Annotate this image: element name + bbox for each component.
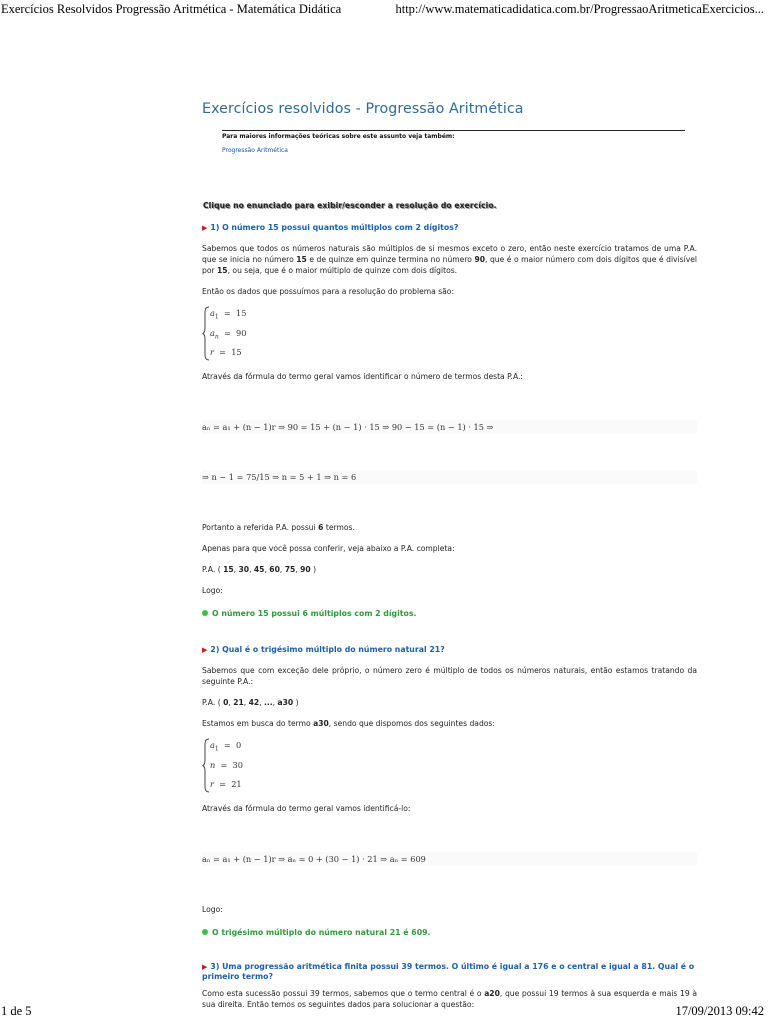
expand-arrow-icon: ▶	[202, 224, 208, 232]
page-counter: 1 de 5	[1, 1004, 32, 1018]
ex1-data-system	[202, 306, 282, 361]
ex1-paragraph-3: Através da fórmula do termo geral vamos identificar o número de termos desta P.A.:	[202, 372, 523, 381]
page-title: Exercícios resolvidos - Progressão Aritmética	[202, 101, 524, 117]
ex3-paragraph-1: Como esta sucessão possui 39 termos, sabemos que o termo central é o a20, que possui 19 termos à sua esquerda e mais 19 à sua direita. Então temos os seguintes dados para solucionar a questão:	[202, 989, 697, 1009]
answer-1: O número 15 possui 6 múltiplos com 2 dígitos.	[202, 608, 697, 619]
article	[200, 101, 697, 1010]
exercise-1	[202, 223, 697, 619]
green-bullet-icon	[202, 610, 208, 616]
ex2-paragraph-2: Estamos em busca do termo a30, sendo que dispomos dos seguintes dados:	[202, 719, 495, 728]
print-timestamp: 17/09/2013 09:42	[675, 1004, 764, 1018]
info-link[interactable]: Progressão Aritmética	[222, 147, 288, 154]
question-1-text: 1) O número 15 possui quantos múltiplos com 2 dígitos?	[210, 223, 459, 232]
ex2-sys-r: r = 21	[210, 779, 242, 789]
ex1-paragraph-5: Apenas para que você possa conferir, veja abaixo a P.A. completa:	[202, 544, 455, 553]
ex2-sys-a1: $a_1 = 0$	[210, 740, 242, 753]
ex2-paragraph-1: Sabemos que com exceção dele próprio, o número zero é múltiplo de todos os números naturais, então estamos tratando da seguinte P.A.:	[202, 666, 697, 686]
question-2-text: 2) Qual é o trigésimo múltiplo do número natural 21?	[210, 645, 445, 654]
question-1[interactable]	[202, 223, 697, 233]
ex1-formula-line-1: aₙ = a₁ + (n − 1)r ⇒ 90 = 15 + (n − 1) · 15 ⇒ 90 − 15 = (n − 1) · 15 ⇒	[202, 420, 697, 434]
ex2-formula-line-1: aₙ = a₁ + (n − 1)r ⇒ aₙ = 0 + (30 − 1) · 21 ⇒ aₙ = 609	[202, 852, 697, 866]
ex1-sys-a1: $a_1 = 15$	[210, 308, 247, 321]
expand-arrow-icon: ▶	[202, 646, 208, 654]
ex1-paragraph-1: Sabemos que todos os números naturais são múltiplos de si mesmos exceto o zero, então neste exercício tratamos de uma P.A. que se inicia no número 15 e de quinze em quinze termina no número 90, que é o maior número com dois dígitos que é divisível por 15, ou seja, que é o maior múltiplo de quinze com dois dígitos.	[202, 244, 697, 275]
info-box	[222, 130, 685, 155]
expand-arrow-icon: ▶	[202, 963, 208, 971]
ex2-pa-list: P.A. ( 0, 21, 42, ..., a30 )	[202, 698, 299, 707]
brace-icon	[202, 738, 210, 793]
ex1-sys-an: $a_n = 90$	[210, 328, 247, 341]
ex2-sys-n: n = 30	[210, 760, 243, 770]
info-text: Para maiores informações teóricas sobre este assunto veja também:	[222, 133, 455, 140]
ex1-paragraph-4: Portanto a referida P.A. possui 6 termos.	[202, 523, 355, 532]
ex2-logo: Logo:	[202, 905, 223, 914]
green-bullet-icon	[202, 929, 208, 935]
instruction-banner: Clique no enunciado para exibir/esconder a resolução do exercício.	[203, 201, 497, 210]
answer-2: O trigésimo múltiplo do número natural 21 é 609.	[202, 927, 697, 938]
ex2-formula	[202, 824, 697, 894]
question-2[interactable]	[202, 645, 697, 655]
print-header-url: http://www.matematicadidatica.com.br/ProgressaoAritmeticaExercicios...	[395, 2, 764, 16]
print-header-title: Exercícios Resolvidos Progressão Aritmética - Matemática Didática	[1, 2, 342, 16]
print-header	[0, 0, 768, 20]
ex1-paragraph-2: Então os dados que possuímos para a resolução do problema são:	[202, 287, 455, 296]
exercise-2	[202, 645, 697, 938]
ex1-logo: Logo:	[202, 586, 223, 595]
question-3-text: 3) Uma progressão aritmética finita possui 39 termos. O último é igual a 176 e o central e igual a 81. Qual é o primeiro termo?	[202, 962, 695, 981]
ex1-formula-line-2: ⇒ n − 1 = 75/15 ⇒ n = 5 + 1 ⇒ n = 6	[202, 470, 697, 484]
ex1-pa-list: P.A. ( 15, 30, 45, 60, 75, 90 )	[202, 565, 317, 574]
ex2-data-system	[202, 738, 282, 793]
question-3[interactable]	[202, 962, 697, 982]
ex2-paragraph-3: Através da fórmula do termo geral vamos identificá-lo:	[202, 804, 411, 813]
print-footer	[0, 1002, 768, 1024]
ex1-formula	[202, 392, 697, 512]
brace-icon	[202, 306, 210, 361]
ex1-sys-r: r = 15	[210, 347, 242, 357]
